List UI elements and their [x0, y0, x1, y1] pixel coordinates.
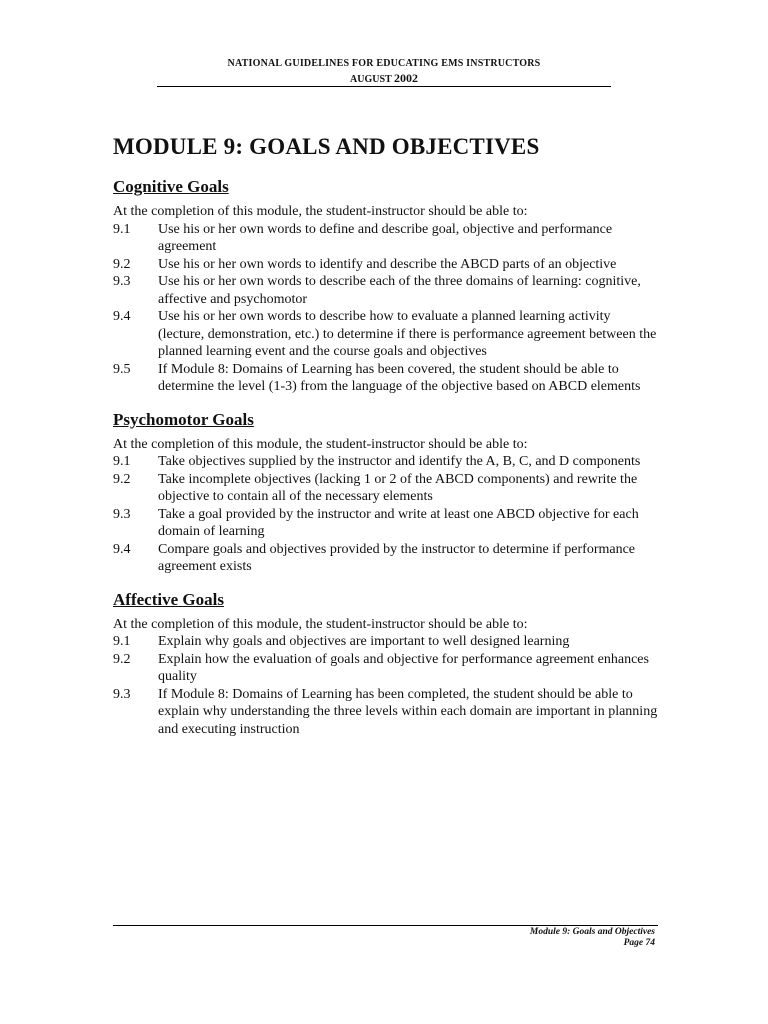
page-header	[157, 58, 611, 86]
objective-text: Take a goal provided by the instructor and write at least one ABCD objective for each domain of learning	[158, 506, 639, 539]
cognitive-objective	[113, 256, 658, 274]
cognitive-intro: At the completion of this module, the student-instructor should be able to:	[113, 204, 528, 219]
psychomotor-heading: Psychomotor Goals	[113, 409, 254, 429]
objective-text: Use his or her own words to define and describe goal, objective and performance agreement	[158, 221, 613, 254]
cognitive-heading: Cognitive Goals	[113, 177, 229, 196]
cognitive-objective	[113, 308, 658, 361]
psychomotor-objective	[113, 453, 658, 471]
affective-intro: At the completion of this module, the student-instructor should be able to:	[113, 616, 528, 632]
objective-text: Explain why goals and objectives are important to well designed learning	[158, 634, 570, 649]
objective-text: Take incomplete objectives (lacking 1 or 2 of the ABCD components) and rewrite the objective to contain all of the necessary elements	[158, 471, 638, 504]
objective-number: 9.3	[113, 274, 131, 289]
affective-objective	[113, 633, 658, 651]
cognitive-objective	[113, 273, 658, 308]
objective-number: 9.5	[113, 361, 131, 377]
footer-page-number: Page 74	[623, 938, 655, 948]
footer-module: Module 9: Goals and Objectives	[529, 927, 655, 937]
page-footer	[113, 927, 655, 949]
objective-text: If Module 8: Domains of Learning has been completed, the student should be able to explain why understanding the three levels within each domain are important in planning and executing instruction	[158, 686, 658, 737]
header-title: NATIONAL GUIDELINES FOR EDUCATING EMS INSTRUCTORS	[227, 58, 541, 69]
objective-number: 9.4	[113, 541, 131, 557]
affective-heading: Affective Goals	[113, 589, 224, 609]
header-divider	[157, 86, 611, 87]
objective-text: If Module 8: Domains of Learning has been covered, the student should be able to determine the level (1-3) from the language of the objective based on ABCD elements	[158, 361, 641, 394]
psychomotor-objective	[113, 471, 658, 506]
objective-text: Use his or her own words to describe how to evaluate a planned learning activity (lecture, demonstration, etc.) to determine if there is performance agreement between the planned learning event and the course goals and objectives	[158, 309, 657, 359]
objective-number: 9.1	[113, 221, 131, 237]
psychomotor-objective	[113, 506, 658, 541]
affective-objective	[113, 651, 658, 686]
header-month: AUGUST	[350, 74, 392, 85]
objective-text: Explain how the evaluation of goals and objective for performance agreement enhances quality	[158, 651, 649, 684]
footer-divider	[113, 925, 658, 926]
psychomotor-intro: At the completion of this module, the student-instructor should be able to:	[113, 436, 528, 452]
objective-number: 9.1	[113, 454, 131, 469]
objective-text: Compare goals and objectives provided by the instructor to determine if performance agreement exists	[158, 541, 636, 574]
page-content	[113, 134, 658, 738]
objective-number: 9.1	[113, 634, 131, 649]
objective-number: 9.2	[113, 471, 131, 487]
header-date	[157, 71, 611, 86]
objective-number: 9.4	[113, 309, 131, 324]
psychomotor-objective	[113, 541, 658, 576]
objective-number: 9.3	[113, 686, 131, 702]
objective-text: Use his or her own words to identify and describe the ABCD parts of an objective	[158, 256, 617, 272]
cognitive-objective	[113, 361, 658, 396]
objective-number: 9.2	[113, 651, 131, 667]
header-year: 2002	[394, 71, 418, 85]
objective-text: Use his or her own words to describe each of the three domains of learning: cognitive, affective and psychomotor	[158, 274, 641, 307]
objective-number: 9.3	[113, 506, 131, 522]
objective-number: 9.2	[113, 256, 131, 272]
affective-objective	[113, 686, 658, 739]
objective-text: Take objectives supplied by the instructor and identify the A, B, C, and D components	[158, 454, 641, 469]
module-title: MODULE 9: GOALS AND OBJECTIVES	[113, 134, 540, 159]
cognitive-objective	[113, 221, 658, 256]
